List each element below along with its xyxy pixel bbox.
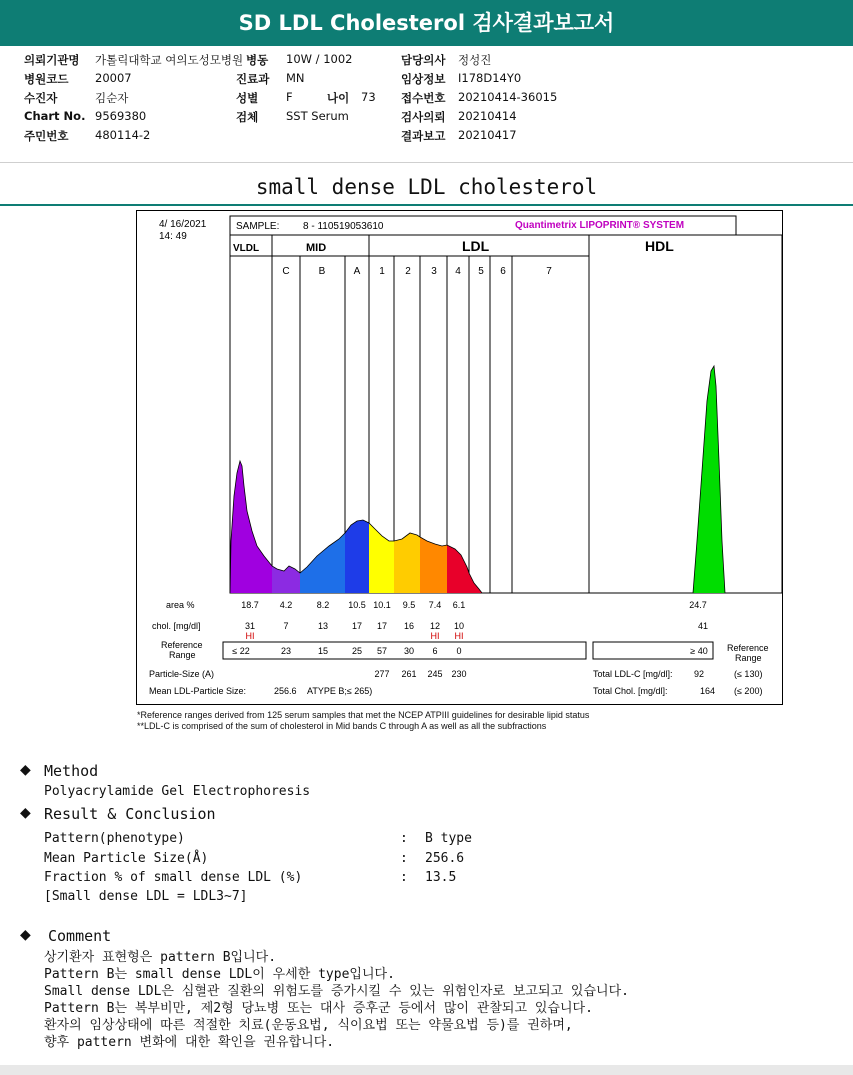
info-label: 의뢰기관명 — [24, 53, 80, 67]
info-label: 수진자 — [24, 91, 58, 105]
info-value: SST Serum — [286, 109, 349, 123]
result-value: 13.5 — [425, 870, 457, 885]
particle-size: 245 — [427, 669, 443, 679]
result-label: Pattern(phenotype) — [44, 831, 185, 846]
chol-value-hdl: 41 — [697, 621, 709, 631]
total-ldl-ref: (≤ 130) — [734, 669, 763, 679]
particle-size: 261 — [401, 669, 417, 679]
total-chol-label: Total Chol. [mg/dl]: — [593, 686, 668, 696]
info-label: 접수번호 — [401, 91, 446, 105]
mid-a-peak — [345, 520, 369, 593]
brand-logo: Quantimetrix LIPOPRINT® SYSTEM — [515, 220, 685, 231]
band-label: 6 — [500, 266, 506, 277]
row-label-chol: chol. [mg/dl] — [152, 621, 201, 631]
area-value: 6.1 — [452, 600, 466, 610]
comment-heading: Comment — [48, 927, 112, 945]
row-label-mean: Mean LDL-Particle Size: — [149, 686, 247, 696]
diamond-bullet-icon: ◆ — [20, 805, 31, 821]
info-value: 20007 — [95, 71, 132, 85]
info-value: 9569380 — [95, 109, 147, 123]
area-value: 10.1 — [373, 600, 391, 610]
band-label: A — [353, 266, 361, 277]
info-label: 임상정보 — [401, 72, 446, 86]
footer-bar — [0, 1065, 853, 1075]
row-label-ref2: Range — [169, 650, 196, 660]
hi-flag: HI — [245, 631, 255, 641]
info-value: 10W / 1002 — [286, 52, 353, 66]
densitometry-trace — [230, 366, 725, 593]
ref-value: 23 — [280, 646, 292, 656]
band-label: 3 — [431, 266, 437, 277]
age-value: 73 — [361, 90, 376, 104]
area-value: 4.2 — [279, 600, 293, 610]
ref-value: 57 — [376, 646, 388, 656]
mean-size-type: ATYPE B;≤ 265) — [307, 686, 373, 696]
band-label: 7 — [546, 266, 552, 277]
ref-value: 0 — [456, 646, 462, 656]
result-label: Mean Particle Size(Å) — [44, 851, 209, 866]
chol-value: 17 — [376, 621, 388, 631]
sample-label: SAMPLE: — [236, 221, 280, 232]
row-label-psize: Particle-Size (A) — [149, 669, 215, 679]
result-heading: Result & Conclusion — [44, 805, 216, 823]
divider — [0, 204, 853, 206]
info-value: 20210417 — [458, 128, 517, 142]
age-label: 나이 — [327, 91, 350, 105]
ref-right-label: Reference — [727, 643, 769, 653]
report-subtitle: small dense LDL cholesterol — [255, 175, 598, 199]
info-label: 병원코드 — [24, 72, 69, 86]
method-text: Polyacrylamide Gel Electrophoresis — [44, 784, 311, 799]
comment-line: Small dense LDL은 심혈관 질환의 위험도를 증가시킬 수 있는 위험인자로 보고되고 있습니다. — [44, 984, 629, 999]
info-label: 주민번호 — [24, 129, 69, 143]
particle-size: 230 — [451, 669, 467, 679]
band-label: 2 — [405, 266, 411, 277]
result-note: [Small dense LDL = LDL3~7] — [44, 889, 248, 904]
area-value: 10.5 — [348, 600, 366, 610]
info-value: 20210414 — [458, 109, 517, 123]
ref-value: 6 — [432, 646, 438, 656]
info-value: MN — [286, 71, 305, 85]
comment-line: 향후 pattern 변화에 대한 확인을 권유합니다. — [44, 1035, 335, 1050]
sample-value: 8 - 110519053610 — [303, 221, 384, 232]
ref-value-hdl: ≥ 40 — [690, 646, 708, 656]
footnote: *Reference ranges derived from 125 serum samples that met the NCEP ATPIII guidelines for desirable lipid status — [137, 710, 590, 720]
area-value: 9.5 — [402, 600, 416, 610]
total-ldl-value: 92 — [694, 669, 705, 679]
band-label: 4 — [455, 266, 461, 277]
hi-flag: HI — [430, 631, 440, 641]
result-sep: : — [400, 851, 408, 866]
result-sep: : — [400, 831, 408, 846]
info-label: 검체 — [236, 110, 259, 124]
ref-value: 25 — [351, 646, 363, 656]
result-sep: : — [400, 870, 408, 885]
comment-line: 환자의 임상상태에 따른 적절한 치료(운동요법, 식이요법 또는 약물요법 등)를 권하며, — [44, 1018, 573, 1033]
result-label: Fraction % of small dense LDL (%) — [44, 870, 303, 885]
diamond-bullet-icon: ◆ — [20, 762, 31, 778]
report-header-title: SD LDL Cholesterol 검사결과보고서 — [0, 0, 853, 46]
chart-date: 4/ 16/2021 — [159, 219, 207, 230]
area-value: 7.4 — [428, 600, 442, 610]
info-label: 진료과 — [236, 72, 270, 86]
divider — [0, 162, 853, 163]
chol-value: 31 — [244, 621, 256, 631]
info-label: 성별 — [236, 91, 259, 105]
mean-size-value: 256.6 — [274, 686, 297, 696]
group-hdl: HDL — [645, 238, 674, 254]
mid-b-peak — [300, 533, 345, 593]
ref-value: ≤ 22 — [232, 646, 250, 656]
ldl1-peak — [369, 523, 394, 593]
total-ldl-label: Total LDL-C [mg/dl]: — [593, 669, 673, 679]
row-label-area: area % — [166, 600, 195, 610]
band-label: 5 — [478, 266, 484, 277]
group-vldl: VLDL — [233, 243, 260, 254]
footnote: **LDL-C is comprised of the sum of cholesterol in Mid bands C through A as well as all the subfractions — [137, 721, 547, 731]
info-value: 정성진 — [458, 53, 492, 67]
total-chol-value: 164 — [700, 686, 716, 696]
info-label: Chart No. — [24, 109, 86, 123]
particle-size: 277 — [374, 669, 390, 679]
ldl3-peak — [420, 537, 447, 593]
ref-value: 15 — [317, 646, 329, 656]
chol-value: 16 — [403, 621, 415, 631]
chol-value: 12 — [429, 621, 441, 631]
area-value-hdl: 24.7 — [689, 600, 707, 610]
group-ldl: LDL — [462, 238, 490, 254]
hi-flag: HI — [454, 631, 464, 641]
info-value: 김순자 — [95, 91, 129, 105]
info-label: 병동 — [246, 53, 269, 67]
chart-time: 14: 49 — [159, 231, 187, 242]
ref-value: 30 — [403, 646, 415, 656]
lipoprint-svg — [137, 211, 782, 704]
method-heading: Method — [44, 762, 99, 780]
ref-right-label2: Range — [735, 653, 762, 663]
info-value: 가톨릭대학교 여의도성모병원 — [95, 53, 244, 67]
result-value: B type — [425, 831, 472, 846]
info-label: 결과보고 — [401, 129, 446, 143]
comment-line: Pattern B는 small dense LDL이 우세한 type입니다. — [44, 967, 395, 982]
chol-value: 10 — [453, 621, 465, 631]
chol-value: 17 — [351, 621, 363, 631]
total-chol-ref: (≤ 200) — [734, 686, 763, 696]
info-label: 담당의사 — [401, 53, 446, 67]
lipoprint-chart — [136, 210, 783, 705]
area-value: 8.2 — [316, 600, 330, 610]
info-value: F — [286, 90, 293, 104]
info-label: 검사의뢰 — [401, 110, 446, 124]
band-label: C — [282, 266, 290, 277]
hdl-peak — [693, 366, 725, 593]
group-mid: MID — [306, 242, 327, 254]
info-value: I178D14Y0 — [458, 71, 522, 85]
area-value: 18.7 — [241, 600, 259, 610]
info-value: 20210414-36015 — [458, 90, 558, 104]
row-label-ref: Reference — [161, 640, 203, 650]
chol-value: 13 — [317, 621, 329, 631]
info-value: 480114-2 — [95, 128, 151, 142]
comment-line: 상기환자 표현형은 pattern B입니다. — [44, 950, 277, 965]
diamond-bullet-icon: ◆ — [20, 927, 31, 943]
band-label: B — [318, 266, 326, 277]
ldl2-peak — [394, 533, 420, 593]
result-value: 256.6 — [425, 851, 465, 866]
comment-line: Pattern B는 복부비만, 제2형 당뇨병 또는 대사 증후군 등에서 많이 관찰되고 있습니다. — [44, 1001, 593, 1016]
band-label: 1 — [379, 266, 385, 277]
results-table — [149, 600, 769, 696]
chol-value: 7 — [283, 621, 289, 631]
